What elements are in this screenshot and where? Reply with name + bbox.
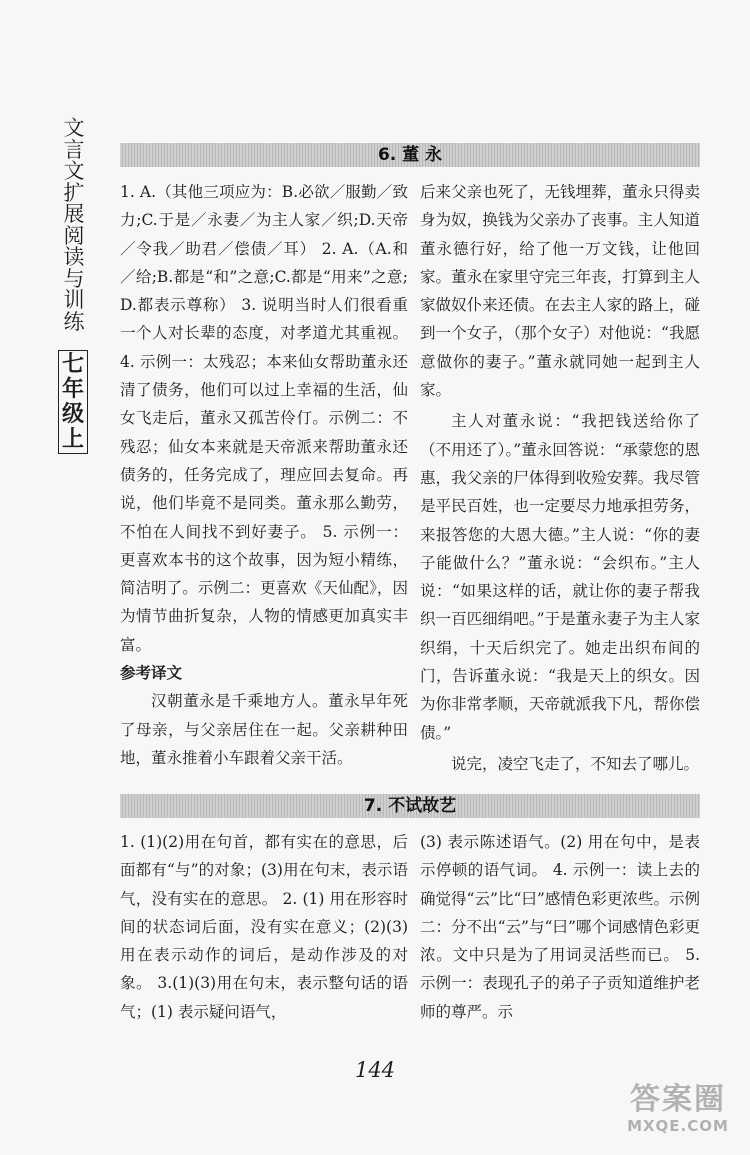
section-7-answers-right: (3) 表示陈述语气。(2) 用在句中，是表示停顿的语气词。 4. 示例一：读上去的确觉得“云”比“曰”感情色彩更浓些。示例二：分不出“云”与“曰”哪个词感情色彩更浓。文中只是为了用词灵活些而已。 5. 示例一：表现孔子的弟子子贡知道维护老师的尊严。示 [420,833,700,1021]
series-title-char: 文 [63,116,85,140]
translation-paragraph-2: 主人对董永说：“我把钱送给你了（不用还了）。”董永回答说：“承蒙您的恩惠，我父亲的尸体得到收殓安葬。我尽管是平民百姓，也一定要尽力地承担劳务，来报答您的大恩大德。”主人说：“你的妻子能做什么？”董永说：“会织布。”主人说：“如果这样的话，就让你的妻子帮我织一百匹细绢吧。”于是董永妻子为主人家织绢，十天后织完了。她走出织布间的门，告诉董永说：“我是天上的织女。因为你非常孝顺，天帝就派我下凡，帮你偿债。” [420,412,700,742]
grade-char: 七 [61,351,84,377]
watermark-line2: MXQE.COM [627,1117,729,1135]
section-7-left-column [120,828,408,1026]
section-6-right-column [420,178,700,778]
translation-paragraph-3: 说完，凌空飞走了，不知去了哪儿。 [451,754,700,773]
series-title-char: 练 [63,309,85,334]
series-title-char: 扩 [63,180,85,205]
section-7-banner [120,794,700,818]
watermark-line1: 答案圈 [630,1082,726,1117]
series-title-char: 文 [63,159,85,183]
watermark-logo [618,1083,738,1143]
section-6-left-column [120,178,408,772]
series-title [60,118,88,333]
section-6-answers: 1. A.（其他三项应为：B.必欲／服勤／致力;C.于是／永妻／为主人家／织;D.天帝／令我／助君／偿债／耳） 2. A.（A.和／给;B.都是“和”之意;C.都是“用来”之意;D.都表示尊称） 3. 说明当时人们很看重一个人对长辈的态度，对孝道尤其重视。 4. 示例一：太残忍；本来仙女帮助董永还清了债务，他们可以过上幸福的生活，仙女飞走后，董永又孤苦伶仃。示例二：不残忍；仙女本来就是天帝派来帮助董永还债务的，任务完成了，理应回去复命。再说，他们毕竟不是同类。董永那么勤劳，不怕在人间找不到好妻子。 5. 示例一：更喜欢本书的这个故事，因为短小精练，简洁明了。示例二：更喜欢《天仙配》，因为情节曲折复杂，人物的情感更加真实丰富。 [120,183,408,654]
page-number: 144 [354,1058,396,1082]
section-6-banner [120,143,700,167]
series-title-char: 阅 [63,223,85,248]
grade-label [58,348,88,456]
grade-char: 年 [61,376,84,402]
section-7-title: 7. 不试故艺 [363,796,457,816]
series-title-char: 言 [63,137,85,162]
grade-char: 上 [61,426,84,452]
section-7-answers-left: 1. (1)(2)用在句首，都有实在的意思，后面都有“与”的对象；(3)用在句末，表示语气，没有实在的意思。 2. (1) 用在形容时间的状态词后面，没有实在意义；(2)(3)用在表示动作的词后，是动作涉及的对象。 3.(1)(3)用在句末，表示整句话的语气；(1) 表示疑问语气， [120,833,408,1021]
grade-box [58,350,88,454]
section-6-title: 6. 董 永 [377,145,443,165]
section-7-right-column [420,828,700,1026]
series-title-char: 读 [63,245,85,269]
reference-translation-start: 汉朝董永是千乘地方人。董永早年死了母亲，与父亲居住在一起。父亲耕种田地，董永推着小车跟着父亲干活。 [120,692,408,767]
grade-char: 级 [61,401,84,427]
series-title-char: 训 [63,288,85,312]
series-title-char: 展 [63,202,85,226]
reference-translation-title: 参考译文 [120,664,183,683]
series-title-char: 与 [63,266,85,291]
translation-paragraph-1: 后来父亲也死了，无钱埋葬，董永只得卖身为奴，换钱为父亲办了丧事。主人知道董永德行好，给了他一万文钱，让他回家。董永在家里守完三年丧，打算到主人家做奴仆来还债。在去主人家的路上，碰到一个女子，（那个女子）对他说：“我愿意做你的妻子。”董永就同她一起到主人家。 [420,183,700,400]
